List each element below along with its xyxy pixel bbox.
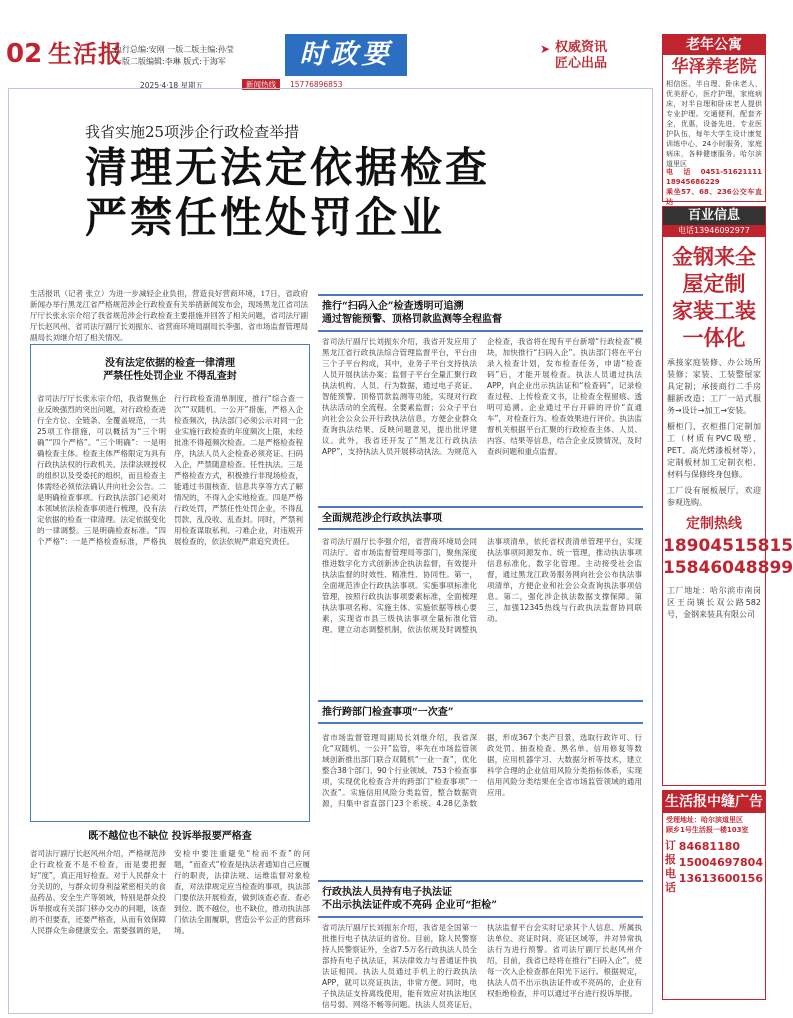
ad-nursing-home [662,34,766,206]
section-banner: 时政要闻 [285,34,407,76]
ad-tel: 电话13946092977 [663,225,765,237]
ad-phone-label: 订报 电话 [665,839,676,894]
section-rule [318,528,643,530]
ad-header: 生活报中缝广告 [663,791,765,813]
ad-phones: 84681180 15004697804 13613600156 [678,840,763,885]
section-text: 省司法厅厅长张永宗介绍，我省聚焦企业反映强烈的突出问题，对行政检查进行全方位、全链条、全覆盖规范，一共25项工作措施，可以概括为“三个明确”“四个严格”。“三个明确”：一是明确检查主体。检查主体严格限定为具有行政执法权的行政机关、法律法规授权的组织以及受委托的组织，而且检查主体需经必须依法确认并向社会公告。二是明确检查事项。行政执法部门必须对本领域依法检查事项进行梳理，没有法定依据的检查一律清理。法定依据变化的一律调整。三是明确检查标准。“四个严格”：一是严格检查标准，严格执行行政检查清单制度，推行“综合查一次”“双随机、一公开”措施，严格入企检查频次，执法部门必须公示对同一企业实施行政检查的年度频次上限，未经批准不得超频次检查。二是严格检查程序，执法人员入企检查必须亮证、扫码入企，严禁随意检查、任性执法。三是严格检查方式，积极推行非现场检查，能通过书面核查、信息共享等方式了解情况的，不得入企实地检查。四是严格行政处罚，严禁任性处罚企业，不得乱罚款、乱没收、乱查封。同时，严禁利用检查谋取私利、刁难企业，对违规开展检查的，依法依规严肃追究责任。 [37,394,303,546]
section-title: 推行“扫码入企”检查透明可追溯 通过智能预警、顶格罚款监测等全程监督 [322,301,502,325]
section-rule [318,700,643,702]
section-text: 省司法厅副厅长李强介绍，省营商环境局会同司法厅、省市场监督管理局等部门，聚焦深度推进数字化方式创新涉企执法监督，有效提升执法监督的时效性、精准性、协同性。第一，全面规范涉企行政执法事项。实施事项标准化管理，按照行政执法事项要素标准，全面梳理执法事项名称、实施主体、实施依据等核心要素，实现省市县三级执法事项全量标准化管理。建立动态调整机制，依法依规及时调整执法事项清单，依托省权责清单管理平台，实现执法事项同源发布、统一管理，推动执法事项信息标准化、数字化管理。主动接受社会监督，通过黑龙江政务服务网向社会公布执法事项清单，方便企业和社会公众查询执法事项信息。第二，强化涉企执法数据支撑保障。第三，加强12345热线与行政执法监督协同联动。 [322,537,642,634]
newspaper-brand: 生活报 [48,39,123,68]
issue-date: 2025·4·18 星期五 [140,81,204,90]
ad-line-1: 受理地址：哈尔滨道里区 [666,816,743,824]
editor-credits: 执行总编:安刚 一版二版主编:孙莹 一版二版编辑:李琳 版式:于海军 [114,45,234,66]
section-title: 行政执法人员持有电子执法证 不出示执法证件或不亮码 企业可“拒检” [322,887,497,911]
section-rule [318,916,643,918]
section-text: 省市场监督管理局副局长刘继介绍，我省深化“双随机、一公开”监管，率先在市场监管领域创新推出部门联合双随机“一业一查”，优化整合38个部门、90个行业领域、753个检查事项，实现优化检查合并的跨部门“检查事项”一次查”。实施信用风险分类监管，整合数据资源，归集中省直部门23个系统、4.28亿条数据，形成367个类产目景，选取行政许可、行政处罚、抽查检查、黑名单、信用修复等数据，应用机器学习、大数据分析等技术，建立科学合理的企业信用风险分类指标体系，实现信用风险分类结果在全省市场监管领域的通用应用。 [322,733,642,808]
ad-phone-2: 15846048899 [663,558,793,578]
section-rule [318,506,643,508]
ad-phone-1: 18904515815 [663,536,793,556]
ad-note: 工厂设有展板展厅，欢迎参观选购。 [667,486,761,507]
ad-body: 相信医、半自理、卧床老人，优美舒心，医疗护理，家庭病床，对半自理和卧床老人提供专业护理。交通便利，配套齐全，优惠，设备先进，专业医护队伍，每年大学生设计康复训练中心，24小时服务，家庭病床，各种健康服务。哈尔滨道里区 [666,80,762,168]
section-title: 没有法定依据的检查一律清理 严禁任性处罚企业 不得乱查封 [103,358,237,382]
ad-address: 工厂地址：哈尔滨市南岗区王岗镇长双公路582号，金钢来装具有限公司 [667,586,761,619]
arrow-icon: ➤ [540,42,551,56]
ad-hotline-label: 定制热线 [686,516,742,532]
section-box-1 [30,344,310,822]
section-rule [318,722,643,724]
ad-header: 百业信息 [663,207,765,225]
ad-phone: 电话0451-51621111 18945686229 [666,168,762,186]
section-text: 省司法厅副厅长刘振东介绍，我省是全国第一批推行电子执法证的省份。目前，除人民警察持人民警察证外，全省7.5万名行政执法人员全部持有电子执法证，其法律效力与普通证件执法证相同。执法人员通过手机上的行政执法APP，就可以亮证执法，非常方便。同时，电子执法证支持离线使用，能有效应对执法地区信号弱、网络不畅等问题。执法人员亮证后，执法监督平台会实时记录其个人信息、所属执法单位、亮证时间、亮证区域等，并对异常执法行为进行预警。省司法厅副厅长赵风州介绍，目前，我省已经将在推行“扫码入企”，使每一次入企检查都在阳光下运行。根据规定，执法人员不出示执法证件或不亮码的，企业有权拒绝检查，并可以通过平台进行投诉举报。 [322,923,642,1009]
ad-name: 华泽养老院 [671,57,757,77]
ad-body-2: 橱柜门、衣柜推门定制加工（材质有PVC吸塑、PET、高光烤漆板材等），定制板材加工定制衣柜、材料与保修终身包修。 [667,422,761,479]
hotline-number: 15776896853 [290,80,343,89]
hotline-label: 新闻热线 [242,79,280,90]
article-lead: 生活报讯（记者 张立）为进一步减轻企业负担，营造良好营商环境，17日，省政府新闻办举行黑龙江省严格规范涉企行政检查有关举措新闻发布会，现场黑龙江省司法厅厅长张永宗介绍了我省规范涉企行政检查主要措施并回答了相关问题，省司法厅副厅长赵风州、省司法厅副厅长刘振东、省营商环境局副局长李强、省市场监督管理局副局长刘继介绍了相关情况。 [30,289,308,342]
sidebar-ads [662,34,793,1000]
ad-body: 承接家庭装修、办公场所装修；家装、工装整屋家具定制；承接商行二手房翻新改造；工厂一站式服务→设计→加工→安装。 [667,358,761,415]
slogan: 权威资讯 匠心出品 [555,40,608,71]
section-title: 既不越位也不缺位 投诉举报要严格查 [88,831,252,842]
section-text: 省司法厅副厅长赵风州介绍，严格规范涉企行政检查不是不检查，而是要把握好“度”，真正用好检查。对于人民群众十分关切的，与群众切身利益紧密相关的食品药品、安全生产等领域，特别是群众投诉举报或有关部门移办交办的问题，该查的不但要查，还要严格查，从而有效保障人民群众生命健康安全。需要强调的是，安检中要注重避免“检而不查”的问题，“而查式”检查是执法者通知自己应履行的职责，法律法规、运维监督对象检查，对法律规定应当检查的事项，执法部门要依法开展检查，做到该查必查、查必到位、既不越位，也不缺位，推动执法部门依法全面履职，营造公平公正的营商环境。 [30,849,310,935]
page-number: 02 [6,39,43,69]
page-header [0,0,768,112]
section-title: 推行跨部门检查事项“一次查” [322,707,454,718]
ad-route: 乘坐57、68、236公交车直达 [666,188,762,206]
article-kicker: 我省实施25项涉企行政检查举措 [85,123,300,141]
ad-custom-furniture [662,206,793,786]
ad-header: 老年公寓 [663,35,765,55]
ad-classified [662,790,766,1000]
ad-line-2: 顾乡1号生活报一楼103室 [666,826,749,834]
section-rule [318,294,643,296]
ad-big-title: 金钢来全屋定制 家装工装一体化 [672,244,756,350]
section-rule [318,330,643,332]
section-text: 省司法厅副厅长刘振东介绍，我省开发应用了黑龙江省行政执法综合管理监督平台，平台由三个子平台构成，其中，业务子平台支持执法人员开展执法办案；监督子平台全量汇聚行政执法机构、人员、行为数据，通过电子亮证、智能预警、顶格罚款监测等功能，实现对行政执法活动的全流程、全要素监督；公众子平台向社会公众公开行政执法信息，方便企业群众查询执法结果、反映问题意见，提出批评建议。此外，我省还开发了“黑龙江行政执法APP”，支持执法人员开展移动执法。为规范入企检查，我省将在现有平台新增“行政检查”模块，加快推行“扫码入企”。执法部门将在平台录入检查计划，发布检查任务，申请“检查码”后，才能开展检查。执法人员通过执法APP，向企业出示执法证和“检查码”，记录检查过程、上传检查文书，让检查全程留痕、透明可追溯。企业通过平台开辟的评价“直通车”，对检查行为、检查效果进行评价。执法监督机关根据平台汇聚的行政检查主体、人员、内容、结果等信息，结合企业反馈情况，及时查纠问题和重点监督。 [322,337,642,456]
ad-phone-block [663,835,765,899]
article-headline: 清理无法定依据检查 严禁任性处罚企业 [85,143,491,242]
section-rule [318,880,643,882]
section-title: 全面规范涉企行政执法事项 [322,513,442,524]
